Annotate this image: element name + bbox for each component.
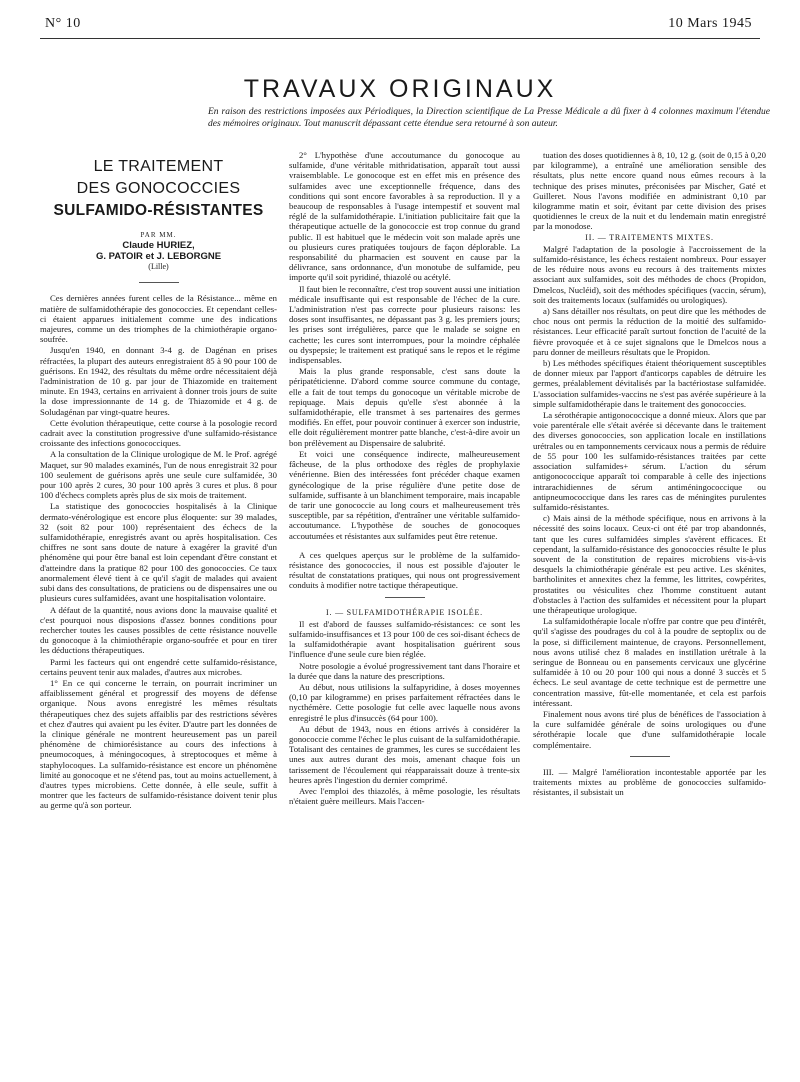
paragraph: Finalement nous avons tiré plus de bénéfices de l'association à la cure sulfamidée générale de soins urologiques ou d'une sérothérapie locale que d'une sulfamidothérapie locale complémentaire.	[533, 708, 766, 750]
paragraph: tuation des doses quotidiennes à 8, 10, 12 g. (soit de 0,15 à 0,20 par kilogramme), a entraîné une amélioration sensible des résultats, plus nette encore quand nous eûmes recours à la technique des prises minutes, préconisées par Mischer, Gaté et Guilleret. Nous l'avons modifiée en administrant 0,10 par kilogramme matin et soir, évitant par cette division des prises quotidiennes le creux de la nuit et du lendemain matin enregistré par la monodose.	[533, 150, 766, 232]
paragraph: 1° En ce qui concerne le terrain, on pourrait incriminer un affaiblissement général et progressif des moyens de défense organique. Nous avons enregistré les mêmes résultats thérapeutiques chez des sujets affaiblis par des restrictions sévères et chez d'autres qui avaient pu les éviter. D'autre part les données de la clinique générale ne montrent heureusement pas un pareil phénomène de chimiorésistance au cours des infections à pneumocoques, à méningocoques, à streptocoques et même à staphylocoques. La sulfamido-résistance est encore un phénomène limité au gonocoque et ne s'étend pas, tout au moins actuellement, à d'autres types microbiens. Cette donnée, à elle seule, suffit à montrer que les facteurs de sulfamido-résistance doivent tenir plus au germe qu'à son porteur.	[40, 677, 277, 811]
section-divider	[385, 597, 425, 598]
paragraph: a) Sans détailler nos résultats, on peut dire que les méthodes de choc nous ont permis la réduction de la moitié des sulfamido-résistances. Leur efficacité paraît surtout fonction de l'acuité de la fièvre provoquée et à ce sujet signalons que le Dmelcos nous a paru donner de meilleurs résultats que le Propidon.	[533, 306, 766, 357]
section-heading-1: I. — SULFAMIDOTHÉRAPIE ISOLÉE.	[326, 607, 483, 617]
paragraph: c) Mais ainsi de la méthode spécifique, nous en arrivons à la nécessité des soins locaux. Ceux-ci ont été par trop abandonnés, tant que les cures sulfamidées simples s'avèrent efficaces. Et cependant, la sulfamido-résistance des gonococcies résulte le plus souvent de la constitution de repaires microbiens vis-à-vis desquels la chimiothérapie générale est peu active. Les skénites, bartholinites et annexites chez la femme, les littrites, cowpérites, prostatites ou vésiculites chez l'homme constituent autant d'obstacles à l'action des sulfamides et nécessitent pour la plupart une thérapeutique urologique.	[533, 513, 766, 615]
paragraph: La statistique des gonococcies hospitalisés à la Clinique dermato-vénérologique est encore plus éloquente: sur 39 malades, 32 (soit 82 pour 100) représentaient des échecs de la sulfamidothérapie, enregistrés avant ou après hospitalisation. Ces chiffres ne sont sans doute de nature à exagérer la gravité d'un phénomène qui pour être banal est loin cependant d'être constant et d'atteindre dans la pratique 82 pour 100 des gonococcies. Ce taux anormalement élevé tient à ce qu'il s'agit de malades qui avaient subi dans des consultations, de praticiens ou de dispensaires une ou plusieurs cures sulfamidées, avant une hospitalisation volontaire.	[40, 501, 277, 604]
paragraph: Parmi les facteurs qui ont engendré cette sulfamido-résistance, certains peuvent tenir aux malades, d'autres aux microbes.	[40, 656, 277, 677]
paragraph: Malgré l'adaptation de la posologie à l'accroissement de la sulfamido-résistance, les échecs restaient nombreux. Pour essayer de les réduire nous avons eu recours à des traitements mixtes associant aux sulfamides, soit des méthodes de chocs (Propidon, Dmelcos, Nucléid), soit des méthodes spécifiques (vaccin, sérum), soit des traitements locaux (sulfamidés ou urologiques).	[533, 243, 766, 305]
author-2: G. PATOIR et J. LEBORGNE	[95, 251, 222, 263]
issue-date: 10 Mars 1945	[668, 16, 752, 31]
column-3	[533, 150, 766, 1075]
author-1: Claude HURIEZ,	[122, 240, 195, 252]
paragraph: A défaut de la quantité, nous avions donc la mauvaise qualité et c'est pourquoi nous disposions d'assez bonnes conditions pour rechercher toutes les causes possibles de cette résistance nouvelle du gonocoque à la chimiothérapie organo-soufrée et pour en tirer les déductions thérapeutiques.	[40, 604, 277, 656]
column-2	[289, 150, 520, 1075]
paragraph: b) Les méthodes spécifiques étaient théoriquement susceptibles de donner mieux par l'apport d'anticorps capables de détruire les germes, préalablement dévitalisés par la bactériostase sulfamidée. L'association sulfamides-vaccins ne s'est pas avérée supérieure à la simple sulfamidothérapie dans le traitement des gonococcies.	[533, 358, 766, 409]
paragraph: Cette évolution thérapeutique, cette course à la posologie record cadrait avec la constitution progressive d'une sulfamido-résistance croissante des infections gonococciques.	[40, 417, 277, 449]
section-heading-2: II. — TRAITEMENTS MIXTES.	[585, 232, 714, 242]
section-title: TRAVAUX ORIGINAUX	[243, 74, 557, 103]
paragraph: La sérothérapie antigonococcique a donné mieux. Alors que par voie parentérale elle s'était avérée si décevante dans le traitement des diverses gonococcies, son application locale en instillations urétrales ou en tamponnements cervicaux nous a permis de réduire de 55 pour 100 les sulfamido-résistances traitées par cette association sulfamides+ sérum. L'action du sérum antigonococcique apparaît toi comparable à celle des injections intrarachidiennes de sérum antiméningococcique ou antipneumococcique dans les rares cas de méningites purulentes sulfamido-résistantes.	[533, 410, 766, 512]
section-divider	[630, 756, 670, 757]
paragraph: Mais la plus grande responsable, c'est sans doute la péripatéticienne. D'abord comme source commune du contage, elle a fait de tout temps du gonocoque un véritable microbe de repiquage. Mais depuis qu'elle s'est abonnée à la sulfamidothérapie, elle transmet à ses partenaires des germes modifiés. En effet, pour pouvoir continuer à exercer son industrie, elle doit régulièrement montrer patte blanche, c'est-à-dire avoir un bon prélèvement au Dispensaire de salubrité.	[289, 366, 520, 448]
header-rule	[40, 38, 760, 39]
paragraph: Ces dernières années furent celles de la Résistance... même en matière de sulfamidothérapie des gonococcies. Et cependant celles-ci étaient apparues initialement comme une des indications majeures, comme un des triomphes de la chimiothérapie organo-soufrée.	[40, 293, 277, 345]
paragraph: Notre posologie a évolué progressivement tant dans l'horaire et la durée que dans la nature des prescriptions.	[289, 660, 520, 681]
editorial-note: En raison des restrictions imposées aux Périodiques, la Direction scientifique de La Presse Médicale a dû fixer à 4 colonnes maximum l'étendue des mémoires originaux. Tout manuscrit dépassant cette étendue sera retourné à son auteur.	[208, 107, 770, 129]
paragraph: La sulfamidothérapie locale n'offre par contre que peu d'intérêt, qu'il s'agisse des poudrages du col à la poudre de septoplix ou de la pose, si difficilement maintenue, de crayons. Personnellement, nous avons utilisé chez 8 malades en instillation urétrale à la seringue de Bonneau ou en pansements cervicaux une glycérine sulfamidée à 10 ou 20 pour 100 qui nous a donné 3 succès et 5 échecs. Le seul avantage de cette technique est de permettre une concentration massive, fût-elle momentanée, et cela est parfois intéressant.	[533, 616, 766, 708]
paragraph: 2° L'hypothèse d'une accoutumance du gonocoque au sulfamide, d'une véritable mithridatisation, apparaît tout aussi vraisemblable. Le gonocoque est en effet mis en présence des sulfamides avec une exceptionnelle fréquence, dans des conditions qui sont encore favorables à sa reproduction. Il y a beaucoup de responsables à l'usage intempestif et souvent mal réglé de la sulfamidothérapie. L'initiation publicitaire fait que la thérapeutique actuelle de la gonococcie est trop connue du grand public. Il est habituel que le médecin voit son malade après une ou plusieurs cures pratiquées toujours de façon déplorable. La responsabilité du pharmacien est souvent en cause par la délivrance, sans ordonnance, d'un monotube de sulfamide, peu importe qu'il soit pyridiné, thiazolé ou acétylé.	[289, 150, 520, 283]
paragraph: Et voici une conséquence indirecte, malheureusement fâcheuse, de la plus orthodoxe des règles de prophylaxie vénérienne. Bien des intéressées font précéder chaque examen gynécologique de la prise régulière d'une petite dose de sulfamide, suffisante à un blanchiment temporaire, mais incapable de tarir une gonococcie au long cours et malheureusement très susceptible, par sa répétition, d'entraîner une véritable sulfamido-accoutumance. L'hypothèse de souches de gonocoques accoutumées et résistantes aux sulfamides peut être retenue.	[289, 448, 520, 541]
paragraph: Avec l'emploi des thiazolés, à même posologie, les résultats n'étaient guère meilleurs. Mais l'accen-	[289, 785, 520, 807]
paragraph: III. — Malgré l'amélioration incontestable apportée par les traitements mixtes au problème de gonococcies sulfamido-résistantes, il subsistait un	[533, 766, 766, 798]
paragraph: Il faut bien le reconnaître, c'est trop souvent aussi une initiation médicale insuffisante qui est responsable de l'échec de la cure. L'administration n'est pas correcte pour plusieurs raisons: les doses sont insuffisantes, ne dépassant pas 3 g. les premiers jours; les prises sont irrégulières, parce que le malade se soigne en cachette; les cures sont interrompues, pour la moindre céphalée ou dyspepsie; le traitement est pratiqué sans le repos et le régime indispensables.	[289, 283, 520, 366]
column-1	[40, 150, 277, 1075]
paragraph: Jusqu'en 1940, en donnant 3-4 g. de Dagénan en prises réfractées, la plupart des auteurs enregistraient 85 à 90 pour 100 de guérisons. En 1942, des résultats du même ordre nécessitaient déjà l'administration de 10 g. par jour de Thiazomide en traitement minute. En 1943, certains en arrivaient à donner trois jours de suite la dose impressionnante de 14 g. de Thiazomide et 4 g. de Soludagénan par vingt-quatre heures.	[40, 345, 277, 417]
article-title-line-3: SULFAMIDO-RÉSISTANTES	[53, 202, 264, 219]
issue-number: N° 10	[45, 16, 81, 31]
paragraph: A la consultation de la Clinique urologique de M. le Prof. agrégé Maquet, sur 90 malades examinés, l'un de nous enregistrait 32 pour 100 seulement de guérisons après une seule cure sulfamidée, 30 pour 100 après 2 cures, 30 pour 100 après 3 cures et plus. 8 pour 100 d'échecs complets après plus de six mois de traitement.	[40, 449, 277, 501]
paragraph: Au début, nous utilisions la sulfapyridine, à doses moyennes (0,10 par kilogramme) en prises parfaitement réfractées dans le nycthémère. Cette posologie fut celle avec laquelle nous avons enregistré le plus d'insuccès (64 pour 100).	[289, 681, 520, 723]
article-title	[40, 156, 277, 222]
byline-par: PAR MM.	[140, 231, 177, 239]
paragraph: A ces quelques aperçus sur le problème de la sulfamido-résistance des gonococcies, il nous est possible d'ajouter le résultat de constatations pratiques, qui nous ont progressivement conduits à modifier notre tactique thérapeutique.	[289, 549, 520, 591]
title-divider	[139, 282, 179, 283]
paragraph: Au début de 1943, nous en étions arrivés à considérer la gonococcie comme l'échec le plus cuisant de la sulfamidothérapie. Totalisant des centaines de grammes, les cures se succédaient les unes aux autres durant des mois, amenant chaque fois un tarissement de l'écoulement qui réapparaissait douze à trente-six heures après l'ingestion du dernier comprimé.	[289, 723, 520, 785]
article-title-line-2: DES GONOCOCCIES	[76, 180, 241, 197]
article-title-line-1: LE TRAITEMENT	[93, 158, 224, 175]
author-affiliation: (Lille)	[148, 262, 169, 272]
paragraph: Il est d'abord de fausses sulfamido-résistances: ce sont les sulfamido-insuffisances et 13 pour 100 de ces soi-disant échecs de la sulfamidothérapie avant hospitalisation guérirent sous l'influence d'une seule cure bien réglée.	[289, 618, 520, 660]
